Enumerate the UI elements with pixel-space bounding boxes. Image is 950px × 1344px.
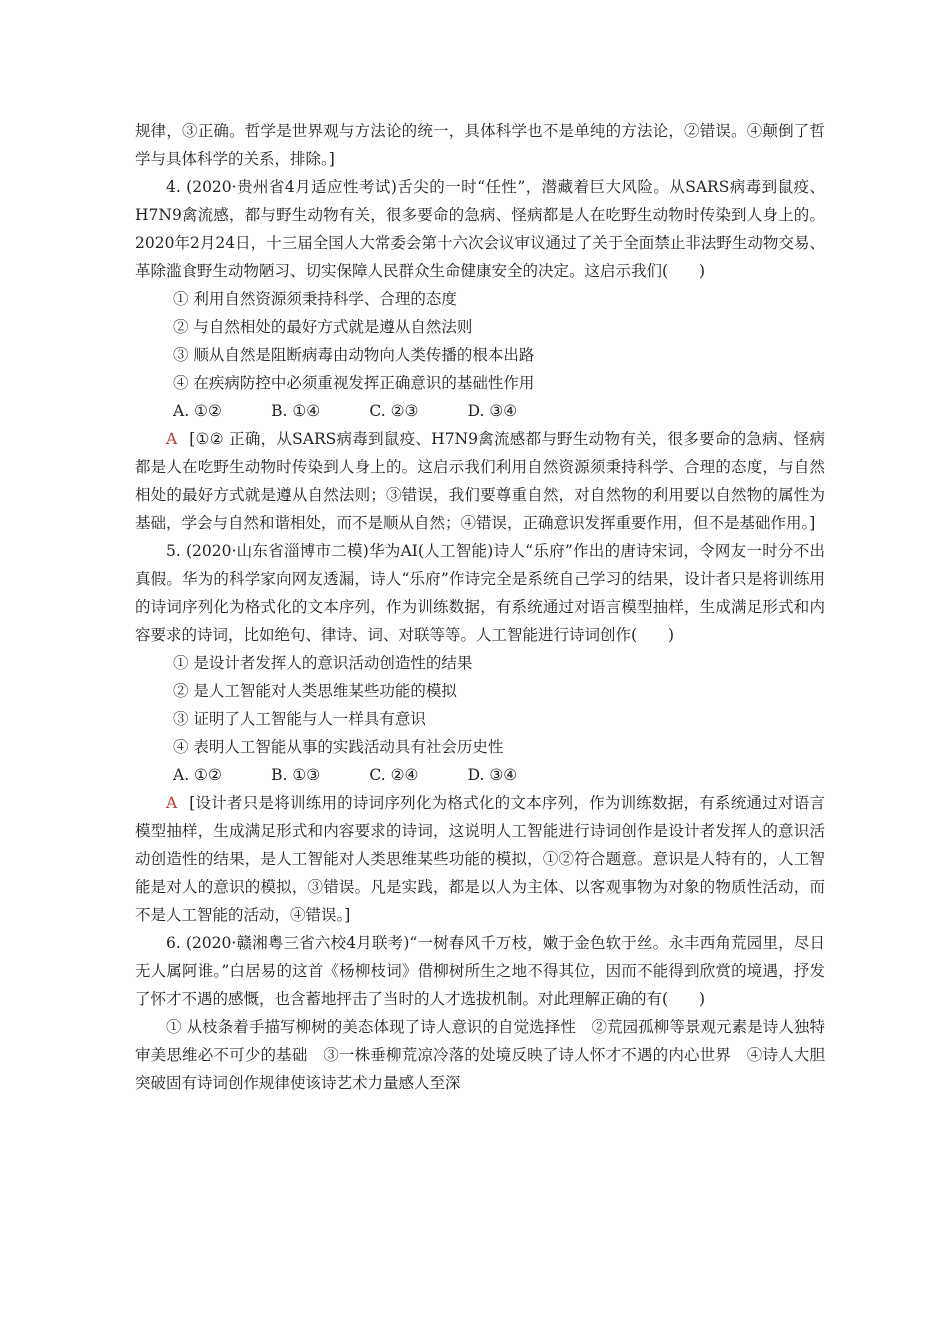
question-4-option-3: ③ 顺从自然是阻断病毒由动物向人类传播的根本出路: [173, 346, 535, 364]
question-4-answer: A: [166, 430, 178, 448]
question-5-option-4: ④ 表明人工智能从事的实践活动具有社会历史性: [173, 738, 504, 756]
question-5-answer: A: [166, 794, 178, 812]
document-body: [135, 117, 825, 1097]
question-4-stem: 4. (2020·贵州省4月适应性考试)舌尖的一时“任性”，潜藏着巨大风险。从SARS病毒到鼠疫、H7N9禽流感，都与野生动物有关，很多要命的急病、怪病都是人在吃野生动物时传染到人身上的。2020年2月24日，十三届全国人大常委会第十六次会议审议通过了关于全面禁止非法野生动物交易、革除滥食野生动物陋习、切实保障人民群众生命健康安全的决定。这启示我们( ): [135, 178, 825, 280]
question-4-explanation: [①② 正确，从SARS病毒到鼠疫、H7N9禽流感都与野生动物有关，很多要命的急病、怪病都是人在吃野生动物时传染到人身上的。这启示我们利用自然资源须秉持科学、合理的态度，与自然相处的最好方式就是遵从自然法则；③错误，我们要尊重自然，对自然物的利用要以自然物的属性为基础，学会与自然和谐相处，而不是顺从自然；④错误，正确意识发挥重要作用，但不是基础作用。]: [135, 430, 825, 532]
question-4-choices: A. ①② B. ①④ C. ②③ D. ③④: [173, 402, 518, 420]
question-5-option-2: ② 是人工智能对人类思维某些功能的模拟: [173, 682, 457, 700]
intro-paragraph: 规律，③正确。哲学是世界观与方法论的统一，具体科学也不是单纯的方法论，②错误。④颠倒了哲学与具体科学的关系，排除。]: [135, 122, 825, 168]
question-5-explanation-block: [135, 789, 825, 929]
question-6-stem: 6. (2020·赣湘粤三省六校4月联考)“一树春风千万枝，嫩于金色软于丝。永丰西角荒园里，尽日无人属阿谁。”白居易的这首《杨柳枝词》借柳树所生之地不得其位，因而不能得到欣赏的境遇，抒发了怀才不遇的感慨，也含蓄地抨击了当时的人才选拔机制。对此理解正确的有( ): [135, 934, 825, 1008]
question-4-option-4: ④ 在疾病防控中必须重视发挥正确意识的基础性作用: [173, 374, 535, 392]
question-4-option-1: ① 利用自然资源须秉持科学、合理的态度: [173, 290, 457, 308]
question-4-option-2: ② 与自然相处的最好方式就是遵从自然法则: [173, 318, 473, 336]
question-5-choices: A. ①② B. ①③ C. ②④ D. ③④: [173, 766, 518, 784]
question-5-option-1: ① 是设计者发挥人的意识活动创造性的结果: [173, 654, 473, 672]
question-6-options: ① 从枝条着手描写柳树的美态体现了诗人意识的自觉选择性 ②荒园孤柳等景观元素是诗人独特审美思维必不可少的基础 ③一株垂柳荒凉冷落的处境反映了诗人怀才不遇的内心世界 ④诗人大胆突破固有诗词创作规律使该诗艺术力量感人至深: [135, 1018, 825, 1092]
question-5-explanation: [设计者只是将训练用的诗词序列化为格式化的文本序列，作为训练数据，有系统通过对语言模型抽样，生成满足形式和内容要求的诗词，这说明人工智能进行诗词创作是设计者发挥人的意识活动创造性的结果，是人工智能对人类思维某些功能的模拟，①②符合题意。意识是人特有的，人工智能是对人的意识的模拟，③错误。凡是实践，都是以人为主体、以客观事物为对象的物质性活动，而不是人工智能的活动，④错误。]: [135, 794, 825, 924]
question-5-option-3: ③ 证明了人工智能与人一样具有意识: [173, 710, 426, 728]
question-5-stem: 5. (2020·山东省淄博市二模)华为AI(人工智能)诗人“乐府”作出的唐诗宋词，令网友一时分不出真假。华为的科学家向网友透漏，诗人“乐府”作诗完全是系统自己学习的结果，设计者只是将训练用的诗词序列化为格式化的文本序列，作为训练数据，有系统通过对语言模型抽样，生成满足形式和内容要求的诗词，比如绝句、律诗、词、对联等等。人工智能进行诗词创作( ): [135, 542, 825, 644]
question-4-explanation-block: [135, 425, 825, 537]
